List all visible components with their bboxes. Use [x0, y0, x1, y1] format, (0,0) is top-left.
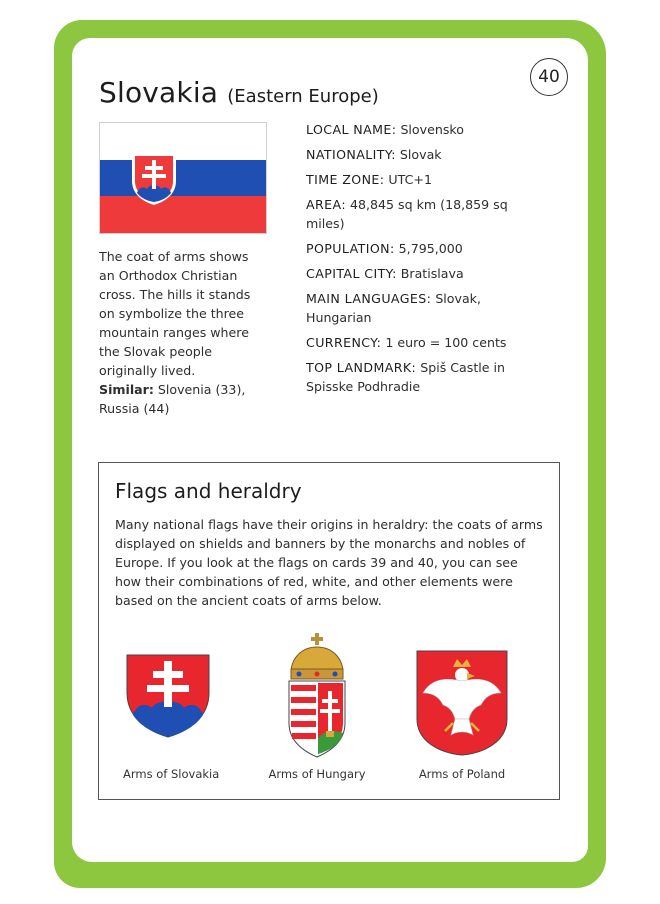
- fact-label: NATIONALITY:: [306, 147, 396, 162]
- heraldry-title: Flags and heraldry: [115, 479, 302, 503]
- slovakia-arms-icon: [125, 631, 211, 739]
- fact-value: Spiš Castle in Spisske Podhradie: [306, 360, 505, 394]
- similar-label: Similar:: [99, 382, 154, 397]
- fact-population: [306, 239, 536, 258]
- fact-label: MAIN LANGUAGES:: [306, 291, 432, 306]
- fact-value: Slovak: [399, 147, 442, 162]
- card-number: 40: [530, 58, 568, 96]
- heraldry-text: Many national flags have their origins in heraldry: the coats of arms displayed on shields and banners by the monarchs and nobles of Europe. If you look at the flags on cards 39 and 40, you can see how their combinations of red, white, and other elements were based on the ancient coats of arms below.: [115, 517, 543, 608]
- fact-value: 48,845 sq km (18,859 sq miles): [306, 197, 508, 231]
- fact-label: TIME ZONE:: [306, 172, 385, 187]
- fact-value: Slovensko: [400, 122, 464, 137]
- fact-label: TOP LANDMARK:: [306, 360, 417, 375]
- fact-label: LOCAL NAME:: [306, 122, 397, 137]
- fact-label: CAPITAL CITY:: [306, 266, 397, 281]
- fact-currency: [306, 333, 536, 352]
- page-title: [99, 76, 379, 109]
- fact-value: 5,795,000: [398, 241, 463, 256]
- fact-capital-city: [306, 264, 536, 283]
- flag-description: [99, 247, 267, 418]
- fact-value: UTC+1: [388, 172, 432, 187]
- fact-value: 1 euro = 100 cents: [385, 335, 507, 350]
- heraldry-panel: [98, 462, 560, 800]
- fact-label: POPULATION:: [306, 241, 395, 256]
- arms-caption-slovakia: Arms of Slovakia: [123, 767, 220, 781]
- country-region: (Eastern Europe): [227, 86, 379, 107]
- arms-caption-poland: Arms of Poland: [418, 767, 506, 781]
- fact-time-zone: [306, 170, 536, 189]
- fact-label: AREA:: [306, 197, 346, 212]
- fact-top-landmark: [306, 358, 536, 396]
- fact-nationality: [306, 145, 536, 164]
- similar-value: Slovenia (33), Russia (44): [99, 382, 246, 416]
- fact-local-name: [306, 120, 536, 139]
- poland-arms-icon: [415, 649, 509, 757]
- slovakia-flag-icon: [99, 122, 267, 234]
- description-text: The coat of arms shows an Orthodox Christian cross. The hills it stands on symbolize the three mountain ranges where the Slovak people originally lived.: [99, 249, 251, 378]
- fact-main-languages: [306, 289, 536, 327]
- country-facts: [306, 120, 536, 402]
- hungary-arms-icon: [285, 633, 349, 759]
- fact-label: CURRENCY:: [306, 335, 382, 350]
- fact-area: [306, 195, 536, 233]
- fact-value: Bratislava: [400, 266, 464, 281]
- fact-value: Slovak, Hungarian: [306, 291, 481, 325]
- arms-caption-hungary: Arms of Hungary: [268, 767, 366, 781]
- flag-shield-icon: [130, 151, 178, 207]
- country-name: Slovakia: [99, 76, 219, 109]
